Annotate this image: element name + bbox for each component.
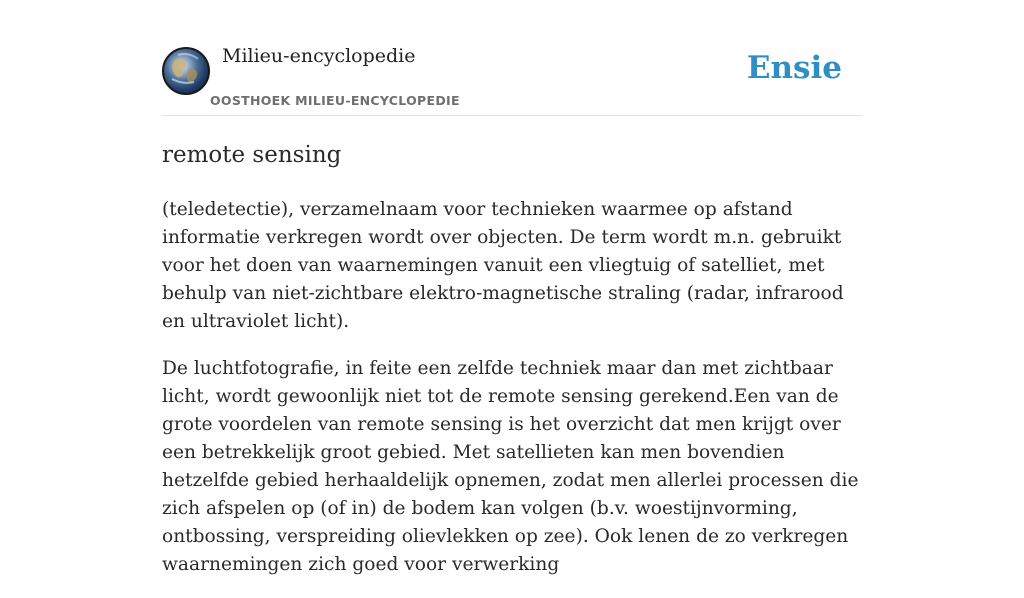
- entry-paragraph: (teledetectie), verzamelnaam voor technieken waarmee op afstand informatie verkregen wordt over objecten. De term wordt m.n. gebruikt voor het doen van waarnemingen vanuit een vliegtuig of satelliet, met behulp van niet-zichtbare elektro-magnetische straling (radar, infrarood en ultraviolet licht).: [162, 199, 844, 332]
- entry-content: [162, 138, 862, 598]
- source-title-link[interactable]: Milieu-encyclopedie: [222, 45, 416, 67]
- earth-globe-icon[interactable]: [162, 47, 210, 95]
- site-header: [162, 40, 862, 116]
- ensie-logo-link[interactable]: Ensie: [746, 50, 842, 86]
- entry-paragraph: De luchtfotografie, in feite een zelfde techniek maar dan met zichtbaar licht, wordt gewoonlijk niet tot de remote sensing gerekend.Een van de grote voordelen van remote sensing is het overzicht dat men krijgt over een betrekkelijk groot gebied. Met satellieten kan men bovendien hetzelfde gebied herhaaldelijk opnemen, zodat men allerlei processen die zich afspelen op (of in) de bodem kan volgen (b.v. woestijnvorming, ontbossing, verspreiding olievlekken op zee). Ook lenen de zo verkregen waarnemingen zich goed voor verwerking: [162, 358, 859, 575]
- source-subtitle: OOSTHOEK MILIEU-ENCYCLOPEDIE: [210, 93, 460, 108]
- entry-title: remote sensing: [162, 142, 342, 168]
